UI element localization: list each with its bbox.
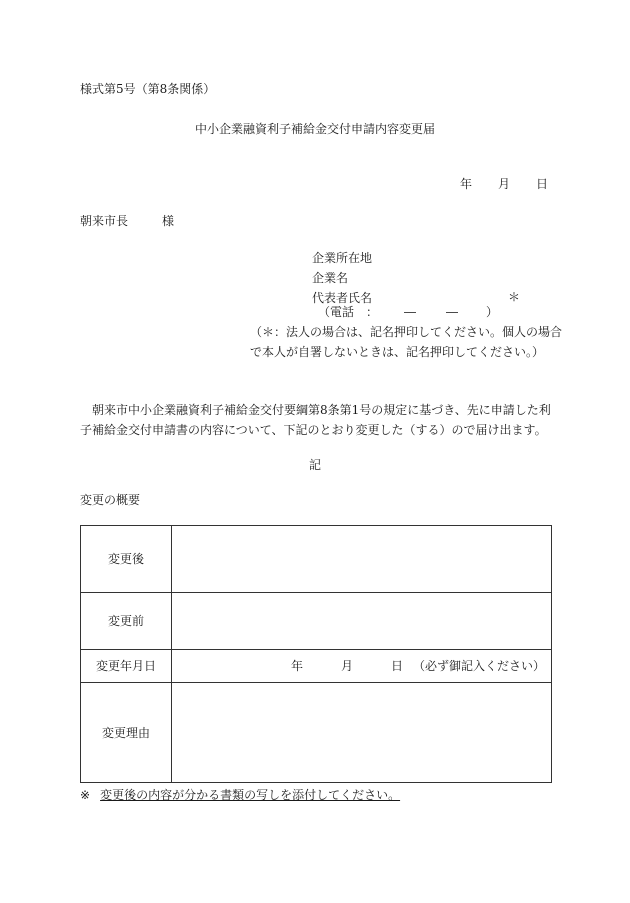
- before-change-field[interactable]: [172, 593, 552, 650]
- change-date-day: 日: [390, 659, 403, 673]
- phone-line: [318, 303, 498, 321]
- change-date-field[interactable]: [172, 650, 552, 683]
- table-row: [81, 683, 552, 783]
- date-day-label: 日: [535, 177, 548, 191]
- change-reason-label: 変更理由: [81, 683, 172, 783]
- change-date-label: 変更年月日: [81, 650, 172, 683]
- seal-note-line-1: （＊：法人の場合は、記名押印してください。個人の場合: [250, 325, 563, 339]
- body-paragraph: 朝来市中小企業融資利子補給金交付要綱第8条第1号の規定に基づき、先に申請した利子補給金交付申請書の内容について、下記のとおり変更した（する）ので届け出ます。: [80, 403, 551, 437]
- phone-dash-1: ―: [404, 305, 417, 319]
- addressee-name: 朝来市長: [80, 214, 129, 228]
- ki-heading: 記: [308, 458, 321, 472]
- date-month-label: 月: [497, 177, 510, 191]
- table-row: [81, 526, 552, 593]
- change-date-year: 年: [290, 659, 303, 673]
- seal-asterisk: ＊: [508, 290, 521, 304]
- footnote-mark: ※: [80, 788, 91, 802]
- addressee-honorific: 様: [162, 214, 175, 228]
- phone-close: ）: [486, 305, 499, 319]
- footnote: [80, 786, 400, 804]
- table-row: [81, 650, 552, 683]
- company-address-label: 企業所在地: [312, 251, 373, 265]
- change-date-note: （必ず御記入ください）: [412, 659, 545, 673]
- after-change-field[interactable]: [172, 526, 552, 593]
- changes-table: [80, 525, 552, 783]
- form-number: 様式第5号（第8条関係）: [80, 82, 216, 96]
- table-row: [81, 593, 552, 650]
- submission-date-line: [460, 175, 548, 193]
- date-year-label: 年: [459, 177, 472, 191]
- document-title: 中小企業融資利子補給金交付申請内容変更届: [194, 122, 435, 136]
- change-date-month: 月: [340, 659, 353, 673]
- seal-note: [250, 322, 562, 362]
- change-reason-field[interactable]: [172, 683, 552, 783]
- before-change-label: 変更前: [81, 593, 172, 650]
- seal-note-line-2: で本人が自署しないときは、記名押印してください。）: [250, 345, 545, 359]
- summary-heading: 変更の概要: [80, 493, 141, 507]
- footnote-text: 変更後の内容が分かる書類の写しを添付してください。: [100, 788, 401, 802]
- phone-colon: ：: [366, 305, 379, 319]
- addressee: [80, 212, 174, 230]
- company-name-label: 企業名: [312, 271, 349, 285]
- phone-label: （電話: [318, 305, 355, 319]
- after-change-label: 変更後: [81, 526, 172, 593]
- phone-dash-2: ―: [446, 305, 459, 319]
- applicant-block: [312, 248, 372, 308]
- representative-name-label: 代表者氏名: [312, 291, 373, 305]
